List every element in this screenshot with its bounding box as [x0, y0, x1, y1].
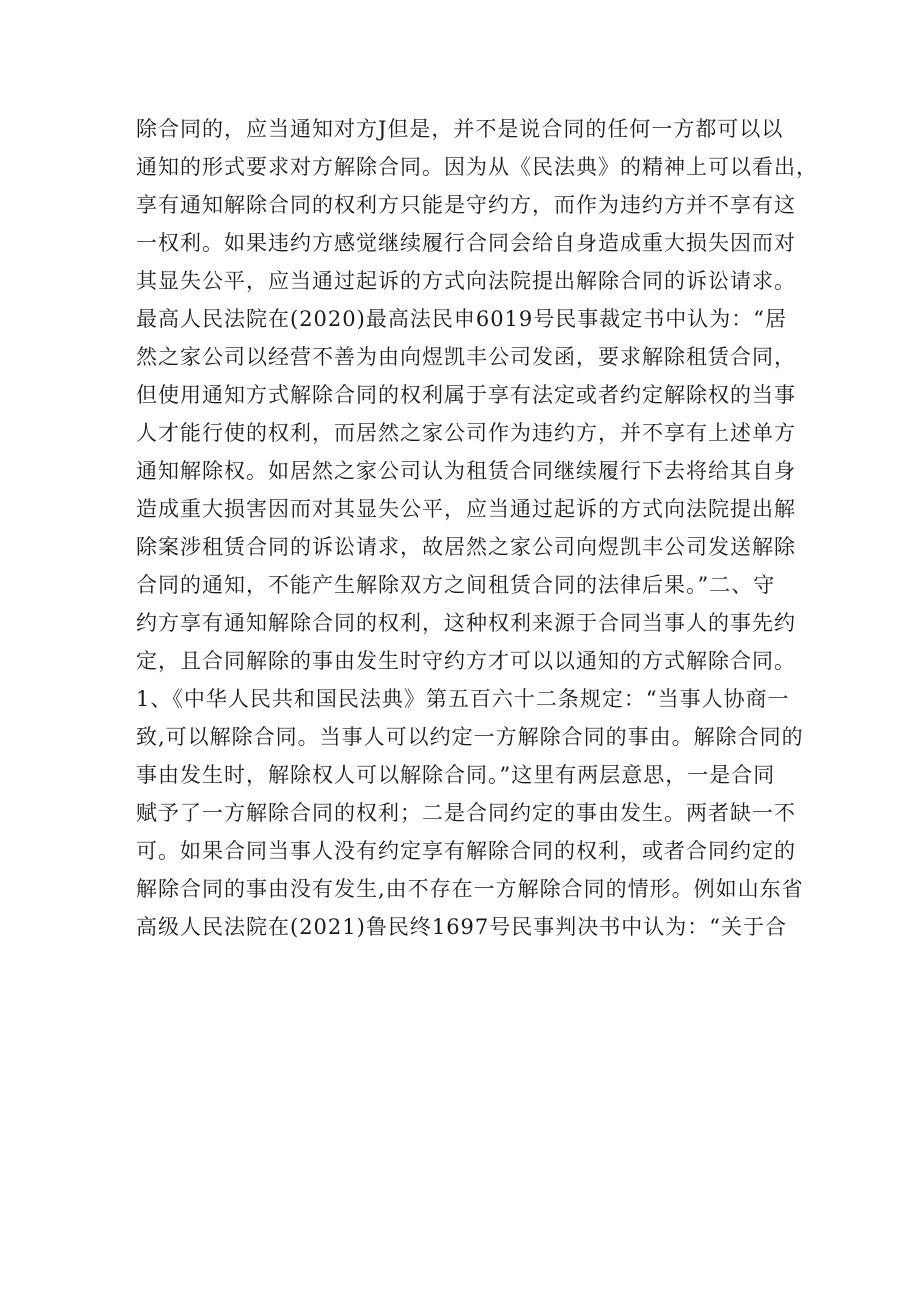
text-line-18: 事由发生时，解除权人可以解除合同。”这里有两层意思，一是合同 — [136, 763, 776, 787]
text-line-20: 可。如果合同当事人没有约定享有解除合同的权利，或者合同约定的 — [136, 839, 796, 863]
text-line-19: 赋予了一方解除合同的权利；二是合同约定的事由发生。两者缺一不 — [136, 801, 796, 825]
text-line-6: 最高人民法院在(2020)最高法民申6019号民事裁定书中认为：“居 — [136, 307, 788, 331]
text-line-9: 人才能行使的权利，而居然之家公司作为违约方，并不享有上述单方 — [136, 421, 796, 445]
text-line-16: 1、《中华人民共和国民法典》第五百六十二条规定：“当事人协商一 — [136, 687, 790, 711]
text-line-7: 然之家公司以经营不善为由向煜凯丰公司发函，要求解除租赁合同， — [136, 345, 796, 369]
text-line-3: 享有通知解除合同的权利方只能是守约方，而作为违约方并不享有这 — [136, 193, 796, 217]
text-line-10: 通知解除权。如居然之家公司认为租赁合同继续履行下去将给其自身 — [136, 459, 796, 483]
text-line-13: 合同的通知，不能产生解除双方之间租赁合同的法律后果。”二、守 — [136, 573, 776, 597]
text-line-4: 一权利。如果违约方感觉继续履行合同会给自身造成重大损失因而对 — [136, 231, 796, 255]
text-line-21: 解除合同的事由没有发生,由不存在一方解除合同的情形。例如山东省 — [136, 877, 804, 901]
text-line-8: 但使用通知方式解除合同的权利属于享有法定或者约定解除权的当事 — [136, 383, 796, 407]
text-line-2: 通知的形式要求对方解除合同。因为从《民法典》的精神上可以看出， — [136, 155, 818, 179]
text-line-14: 约方享有通知解除合同的权利，这种权利来源于合同当事人的事先约 — [136, 611, 796, 635]
text-line-11: 造成重大损害因而对其显失公平，应当通过起诉的方式向法院提出解 — [136, 497, 796, 521]
body-text — [136, 110, 818, 946]
text-line-17: 致,可以解除合同。当事人可以约定一方解除合同的事由。解除合同的 — [136, 725, 804, 749]
text-line-15: 定，且合同解除的事由发生时守约方才可以以通知的方式解除合同。 — [136, 649, 796, 673]
text-line-12: 除案涉租赁合同的诉讼请求，故居然之家公司向煜凯丰公司发送解除 — [136, 535, 796, 559]
text-line-22: 高级人民法院在(2021)鲁民终1697号民事判决书中认为：“关于合 — [136, 915, 788, 939]
text-line-5: 其显失公平，应当通过起诉的方式向法院提出解除合同的诉讼请求。 — [136, 269, 796, 293]
text-line-1: 除合同的，应当通知对方J但是，并不是说合同的任何一方都可以以 — [136, 117, 784, 141]
